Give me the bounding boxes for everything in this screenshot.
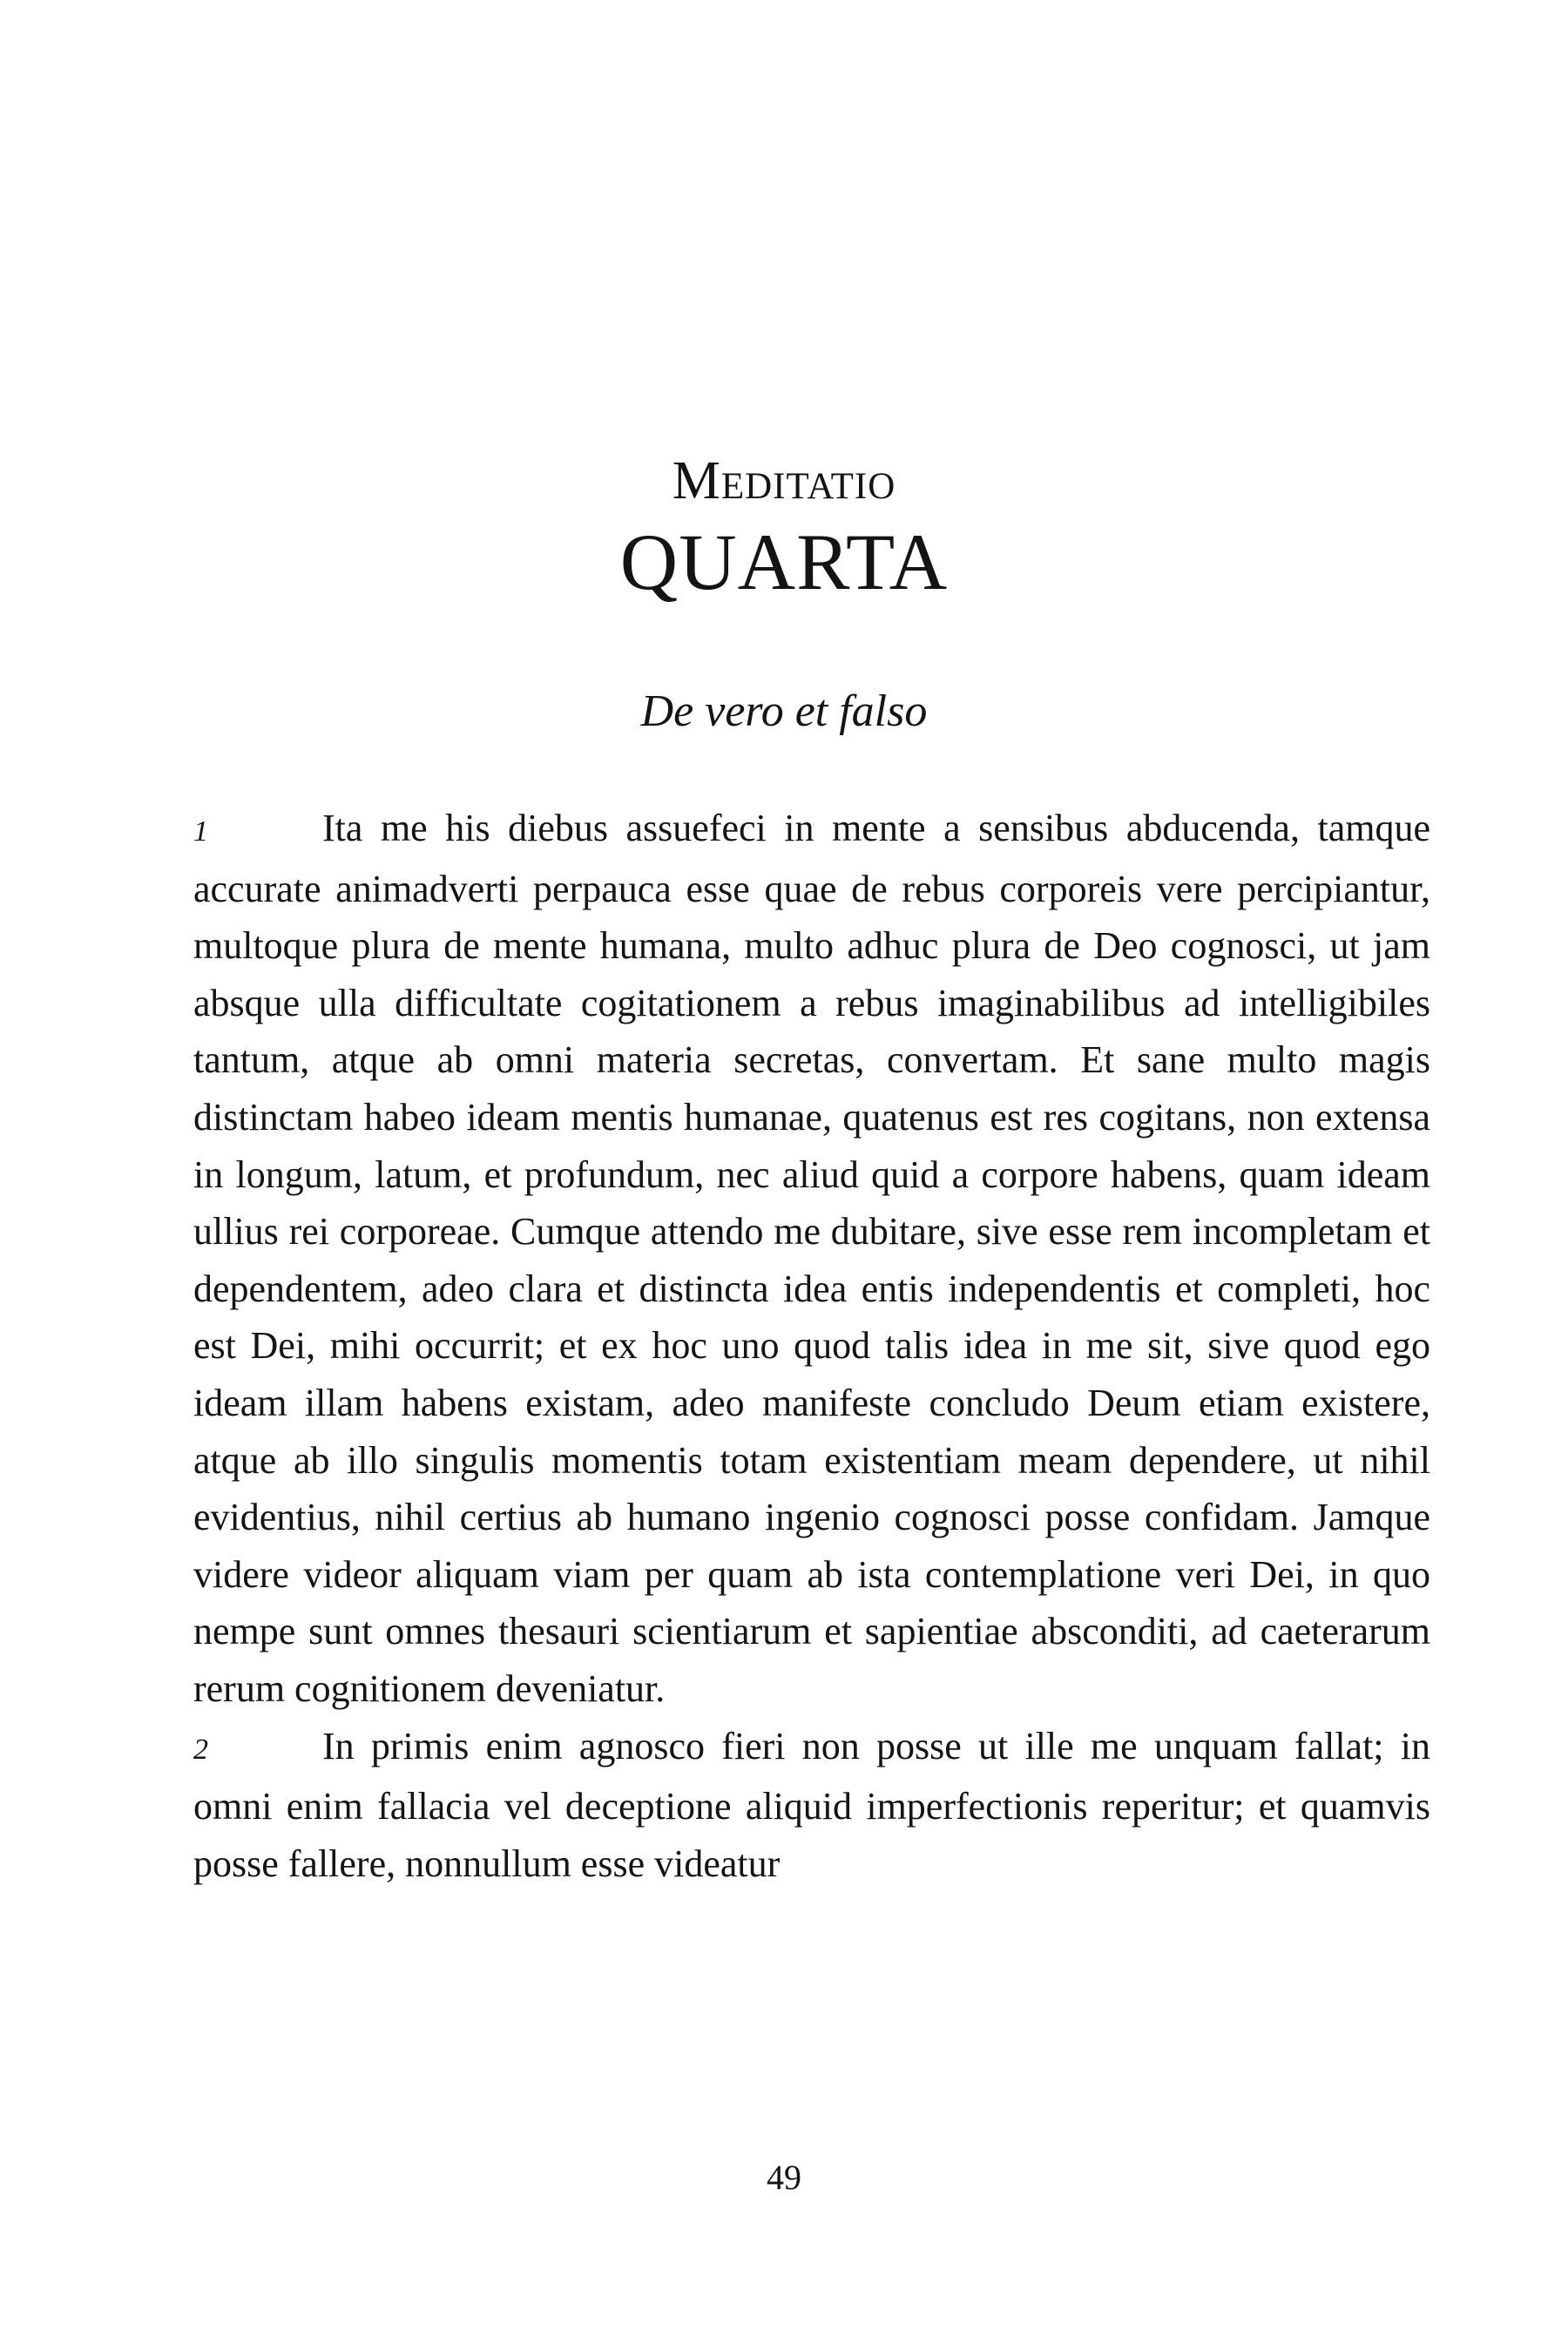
paragraph-number: 2 <box>193 1733 208 1766</box>
chapter-kicker: Meditatio <box>672 451 896 510</box>
paragraph-2 <box>193 1718 1430 1893</box>
paragraph-text: Ita me his diebus assuefeci in mente a sensibus abducenda, tamque accurate animadverti perpauca esse quae de rebus corporeis vere percipiantur, multoque plura de mente humana, multo adhuc plura de Deo cognosci, ut jam absque ulla difficultate cogitationem a rebus imaginabilibus ad intelligibiles tantum, atque ab omni materia secretas, convertam. Et sane multo magis distinctam habeo ideam mentis humanae, quatenus est res cogitans, non extensa in longum, latum, et profundum, nec aliud quid a corpore habens, quam ideam ullius rei corporeae. Cumque attendo me dubitare, sive esse rem incompletam et dependentem, adeo clara et distincta idea entis independentis et completi, hoc est Dei, mihi occurrit; et ex hoc uno quod talis idea in me sit, sive quod ego ideam illam habens existam, adeo manifeste concludo Deum etiam existere, atque ab illo singulis momentis totam existentiam meam dependere, ut nihil evidentius, nihil certius ab humano ingenio cognosci posse confidam. Jamque videre videor aliquam viam per quam ab ista contemplatione veri Dei, in quo nempe sunt omnes thesauri scientiarum et sapientiae absconditi, ad caeterarum rerum cognitionem deveniatur. <box>193 807 1430 1710</box>
body-text <box>193 800 1430 1892</box>
paragraph-text: In primis enim agnosco fieri non posse ut ille me unquam fallat; in omni enim fallacia vel deceptione aliquid imperfectionis reperitur; et quamvis posse fallere, nonnullum esse videatur <box>193 1724 1430 1885</box>
chapter-title: QUARTA <box>619 517 949 606</box>
chapter-subtitle: De vero et falso <box>640 686 928 736</box>
paragraph-1 <box>193 800 1430 1718</box>
page-number: 49 <box>767 2158 801 2197</box>
paragraph-number: 1 <box>193 815 208 848</box>
